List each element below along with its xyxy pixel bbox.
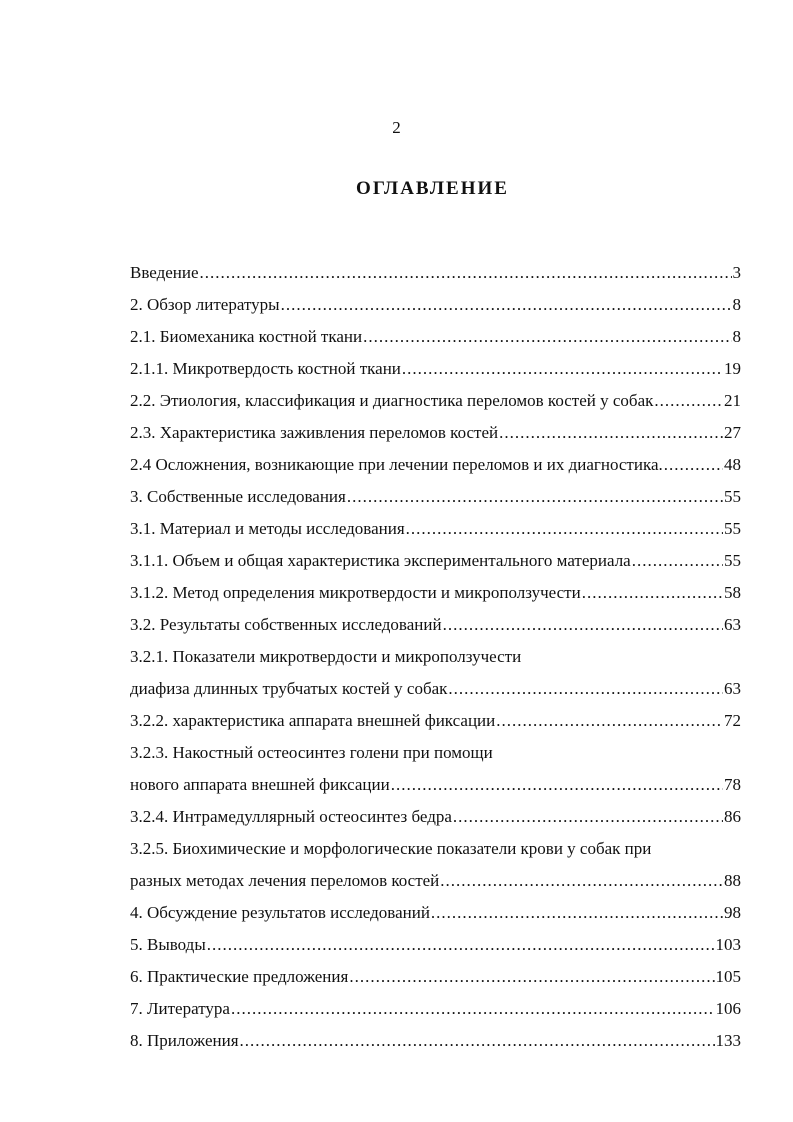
toc-entry-text: нового аппарата внешней фиксации (130, 775, 390, 794)
dot-leader (496, 705, 723, 737)
toc-entry-indicators-line1[interactable] (130, 641, 741, 673)
toc-entry-text: 6. Практические предложения (130, 967, 349, 986)
toc-entry-bone-microhardness[interactable] (130, 353, 741, 385)
dot-leader (448, 673, 723, 705)
toc-entry-intramedullary[interactable] (130, 801, 741, 833)
toc-entry-text: 3.2.2. характеристика аппарата внешней фиксации (130, 711, 496, 730)
toc-entry-text: 3.2.5. Биохимические и морфологические показатели крови у собак при (130, 839, 652, 858)
dot-leader (582, 577, 723, 609)
dot-leader (363, 321, 731, 353)
toc-entry-text: 5. Выводы (130, 935, 206, 954)
toc-entry-osteosynthesis[interactable] (130, 769, 741, 801)
dot-leader (200, 257, 732, 289)
toc-entry-page: 19 (724, 359, 741, 378)
dot-leader (664, 449, 723, 481)
toc-entry-research-results[interactable] (130, 609, 741, 641)
toc-entry-text: 2.1.1. Микротвердость костной ткани (130, 359, 401, 378)
toc-entry-indicators[interactable] (130, 673, 741, 705)
toc-entry-text: 3.1. Материал и методы исследования (130, 519, 405, 538)
toc-entry-literature-review[interactable] (130, 289, 741, 321)
toc-entry-text: 3.2. Результаты собственных исследований (130, 615, 442, 634)
dot-leader (406, 513, 723, 545)
dot-leader (349, 961, 714, 993)
dot-leader (453, 801, 723, 833)
toc-entry-materials-methods[interactable] (130, 513, 741, 545)
dot-leader (391, 769, 723, 801)
toc-entry-page: 103 (715, 935, 741, 954)
toc-entry-page: 86 (724, 807, 741, 826)
toc-entry-page: 105 (715, 967, 741, 986)
toc-entry-appendices[interactable] (130, 1025, 741, 1057)
toc-entry-introduction[interactable] (130, 257, 741, 289)
dot-leader (347, 481, 723, 513)
dot-leader (654, 385, 723, 417)
toc-entry-text: 2. Обзор литературы (130, 295, 280, 314)
toc-entry-page: 72 (724, 711, 741, 730)
dot-leader (431, 897, 723, 929)
page-number: 2 (392, 118, 401, 137)
toc-entry-text: 3.2.3. Накостный остеосинтез голени при помощи (130, 743, 493, 762)
toc-entry-bone-biomechanics[interactable] (130, 321, 741, 353)
toc-entry-text: 3. Собственные исследования (130, 487, 346, 506)
toc-entry-page: 133 (715, 1031, 741, 1050)
toc-entry-text: 2.2. Этиология, классификация и диагностика переломов костей у собак (130, 391, 654, 410)
dot-leader (632, 545, 723, 577)
toc-entry-recommendations[interactable] (130, 961, 741, 993)
toc-entry-experimental-material[interactable] (130, 545, 741, 577)
toc-entry-text: 3.1.1. Объем и общая характеристика экспериментального материала (130, 551, 631, 570)
toc-entry-text: 3.2.1. Показатели микротвердости и микроползучести (130, 647, 522, 666)
toc-entry-blood-indicators-line1[interactable] (130, 833, 741, 865)
toc-entry-bibliography[interactable] (130, 993, 741, 1025)
toc-entry-conclusions[interactable] (130, 929, 741, 961)
dot-leader (440, 865, 723, 897)
toc-entry-fracture-healing[interactable] (130, 417, 741, 449)
dot-leader (402, 353, 723, 385)
toc-entry-text: разных методах лечения переломов костей (130, 871, 440, 890)
toc-entry-etiology[interactable] (130, 385, 741, 417)
toc-entry-page: 58 (724, 583, 741, 602)
toc-entry-page: 55 (724, 487, 741, 506)
toc-entry-text: 4. Обсуждение результатов исследований (130, 903, 430, 922)
dot-leader (499, 417, 723, 449)
toc-title: ОГЛАВЛЕНИЕ (356, 178, 509, 199)
toc-entry-text: 7. Литература (130, 999, 230, 1018)
toc-entry-page: 98 (724, 903, 741, 922)
toc-entry-text: 2.4 Осложнения, возникающие при лечении переломов и их диагностика. (130, 455, 663, 474)
dot-leader (443, 609, 723, 641)
toc-entry-page: 55 (724, 519, 741, 538)
toc-entry-text: диафиза длинных трубчатых костей у собак (130, 679, 448, 698)
toc-entry-page: 48 (724, 455, 741, 474)
toc-entry-text: Введение (130, 263, 199, 282)
toc-entry-osteosynthesis-line1[interactable] (130, 737, 741, 769)
toc-entry-page: 78 (724, 775, 741, 794)
toc-entry-text: 2.1. Биомеханика костной ткани (130, 327, 363, 346)
toc-entry-page: 8 (732, 295, 741, 314)
toc-entry-page: 3 (732, 263, 741, 282)
toc-entry-text: 8. Приложения (130, 1031, 239, 1050)
dot-leader (281, 289, 732, 321)
toc-entry-text: 3.2.4. Интрамедуллярный остеосинтез бедра (130, 807, 452, 826)
toc-entry-fixation-apparatus[interactable] (130, 705, 741, 737)
toc-entry-complications[interactable] (130, 449, 741, 481)
toc-entry-page: 21 (724, 391, 741, 410)
toc-entry-page: 63 (724, 615, 741, 634)
toc-entry-page: 55 (724, 551, 741, 570)
toc-entry-page: 27 (724, 423, 741, 442)
toc-entry-page: 106 (715, 999, 741, 1018)
dot-leader (207, 929, 715, 961)
toc-entry-microhardness-method[interactable] (130, 577, 741, 609)
toc-entry-page: 8 (732, 327, 741, 346)
toc-entry-blood-indicators[interactable] (130, 865, 741, 897)
toc-entry-text: 2.3. Характеристика заживления переломов костей (130, 423, 499, 442)
dot-leader (231, 993, 715, 1025)
table-of-contents (130, 257, 741, 1057)
dot-leader (240, 1025, 715, 1057)
toc-entry-page: 63 (724, 679, 741, 698)
toc-entry-text: 3.1.2. Метод определения микротвердости и микроползучести (130, 583, 581, 602)
toc-entry-page: 88 (724, 871, 741, 890)
toc-entry-discussion[interactable] (130, 897, 741, 929)
toc-entry-own-research[interactable] (130, 481, 741, 513)
